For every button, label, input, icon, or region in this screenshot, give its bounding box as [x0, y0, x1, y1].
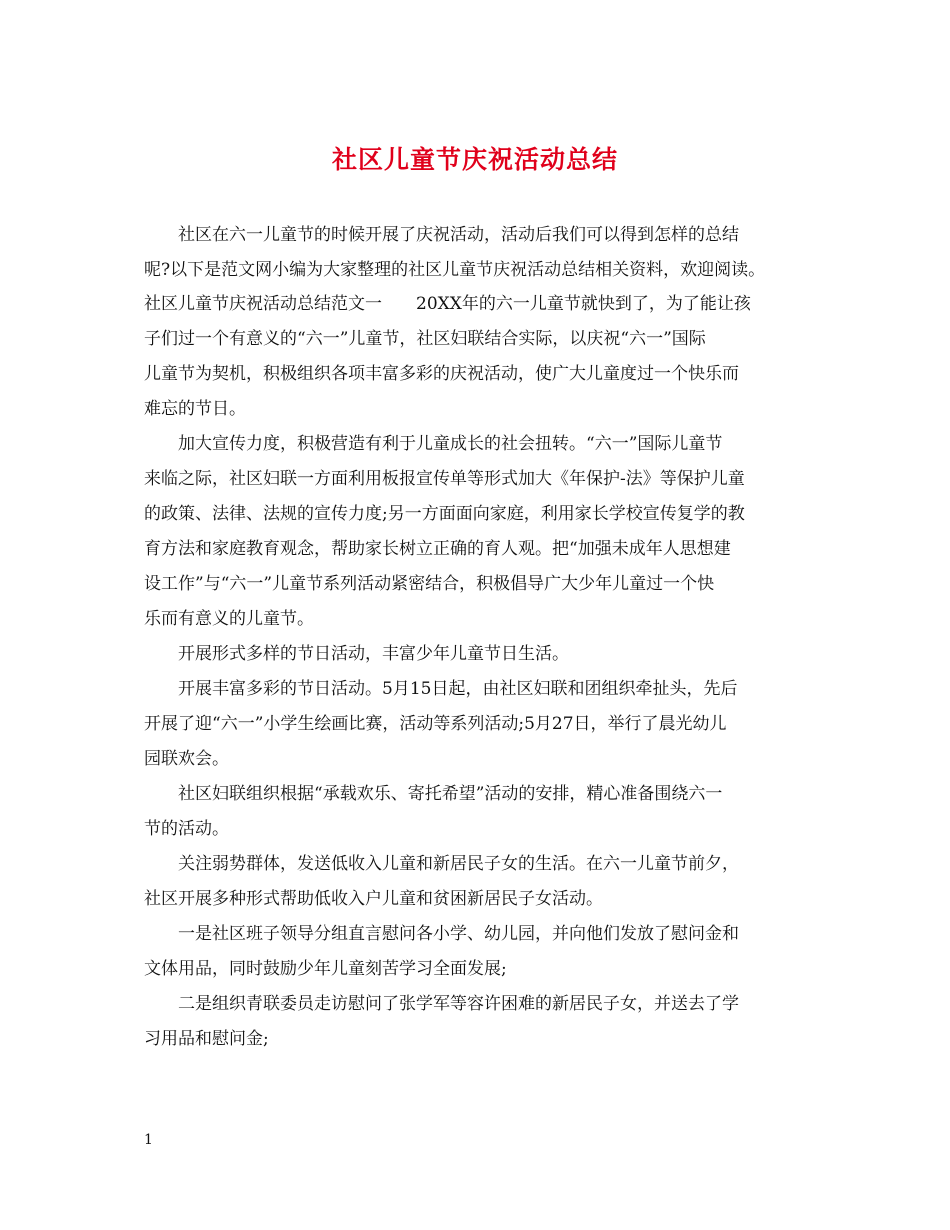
body-line: 文体用品，同时鼓励少年儿童刻苦学习全面发展; — [144, 959, 507, 979]
body-line: 一是社区班子领导分组直言慰问各小学、幼儿园，并向他们发放了慰问金和 — [178, 924, 739, 944]
body-line: 社区开展多种形式帮助低收入户儿童和贫困新居民子女活动。 — [144, 889, 603, 909]
page-number: 1 — [144, 1132, 153, 1148]
body-line: 社区在六一儿童节的时候开展了庆祝活动，活动后我们可以得到怎样的总结 — [178, 225, 739, 245]
body-line: 开展形式多样的节日活动，丰富少年儿童节日生活。 — [178, 644, 569, 664]
body-line: 育方法和家庭教育观念，帮助家长树立正确的育人观。把“加强未成年人思想建 — [144, 539, 731, 559]
body-line: 社区儿童节庆祝活动总结范文一 20XX年的六一儿童节就快到了，为了能让孩 — [144, 294, 751, 314]
body-line: 的政策、法律、法规的宣传力度;另一方面面向家庭，利用家长学校宣传复学的教 — [144, 504, 745, 524]
body-line: 来临之际，社区妇联一方面利用板报宣传单等形式加大《年保护-法》等保护儿童 — [144, 469, 745, 489]
body-line: 习用品和慰问金; — [144, 1029, 269, 1049]
body-line: 乐而有意义的儿童节。 — [144, 609, 314, 629]
body-line: 设工作”与“六一”儿童节系列活动紧密结合，积极倡导广大少年儿童过一个快 — [144, 574, 715, 594]
body-line: 子们过一个有意义的“六一”儿童节，社区妇联结合实际，以庆祝“六一”国际 — [144, 329, 706, 349]
body-line: 社区妇联组织根据“承载欢乐、寄托希望”活动的安排，精心准备围绕六一 — [178, 784, 723, 804]
body-line: 关注弱势群体，发送低收入儿童和新居民子女的生活。在六一儿童节前夕， — [178, 854, 739, 874]
body-line: 开展了迎“六一”小学生绘画比赛，活动等系列活动;5月27日，举行了晨光幼儿 — [144, 714, 727, 734]
body-line: 儿童节为契机，积极组织各项丰富多彩的庆祝活动，使广大儿童度过一个快乐而 — [144, 364, 739, 384]
body-line: 节的活动。 — [144, 819, 229, 839]
body-line: 加大宣传力度，积极营造有利于儿童成长的社会扭转。“六一”国际儿童节 — [178, 434, 723, 454]
body-line: 难忘的节日。 — [144, 399, 246, 419]
body-line: 呢?以下是范文网小编为大家整理的社区儿童节庆祝活动总结相关资料，欢迎阅读。 — [144, 260, 766, 280]
body-line: 二是组织青联委员走访慰问了张学军等容许困难的新居民子女，并送去了学 — [178, 994, 739, 1014]
body-line: 开展丰富多彩的节日活动。5月15日起，由社区妇联和团组织牵扯头，先后 — [178, 679, 738, 699]
document-title: 社区儿童节庆祝活动总结 — [331, 145, 618, 174]
body-line: 园联欢会。 — [144, 749, 229, 769]
